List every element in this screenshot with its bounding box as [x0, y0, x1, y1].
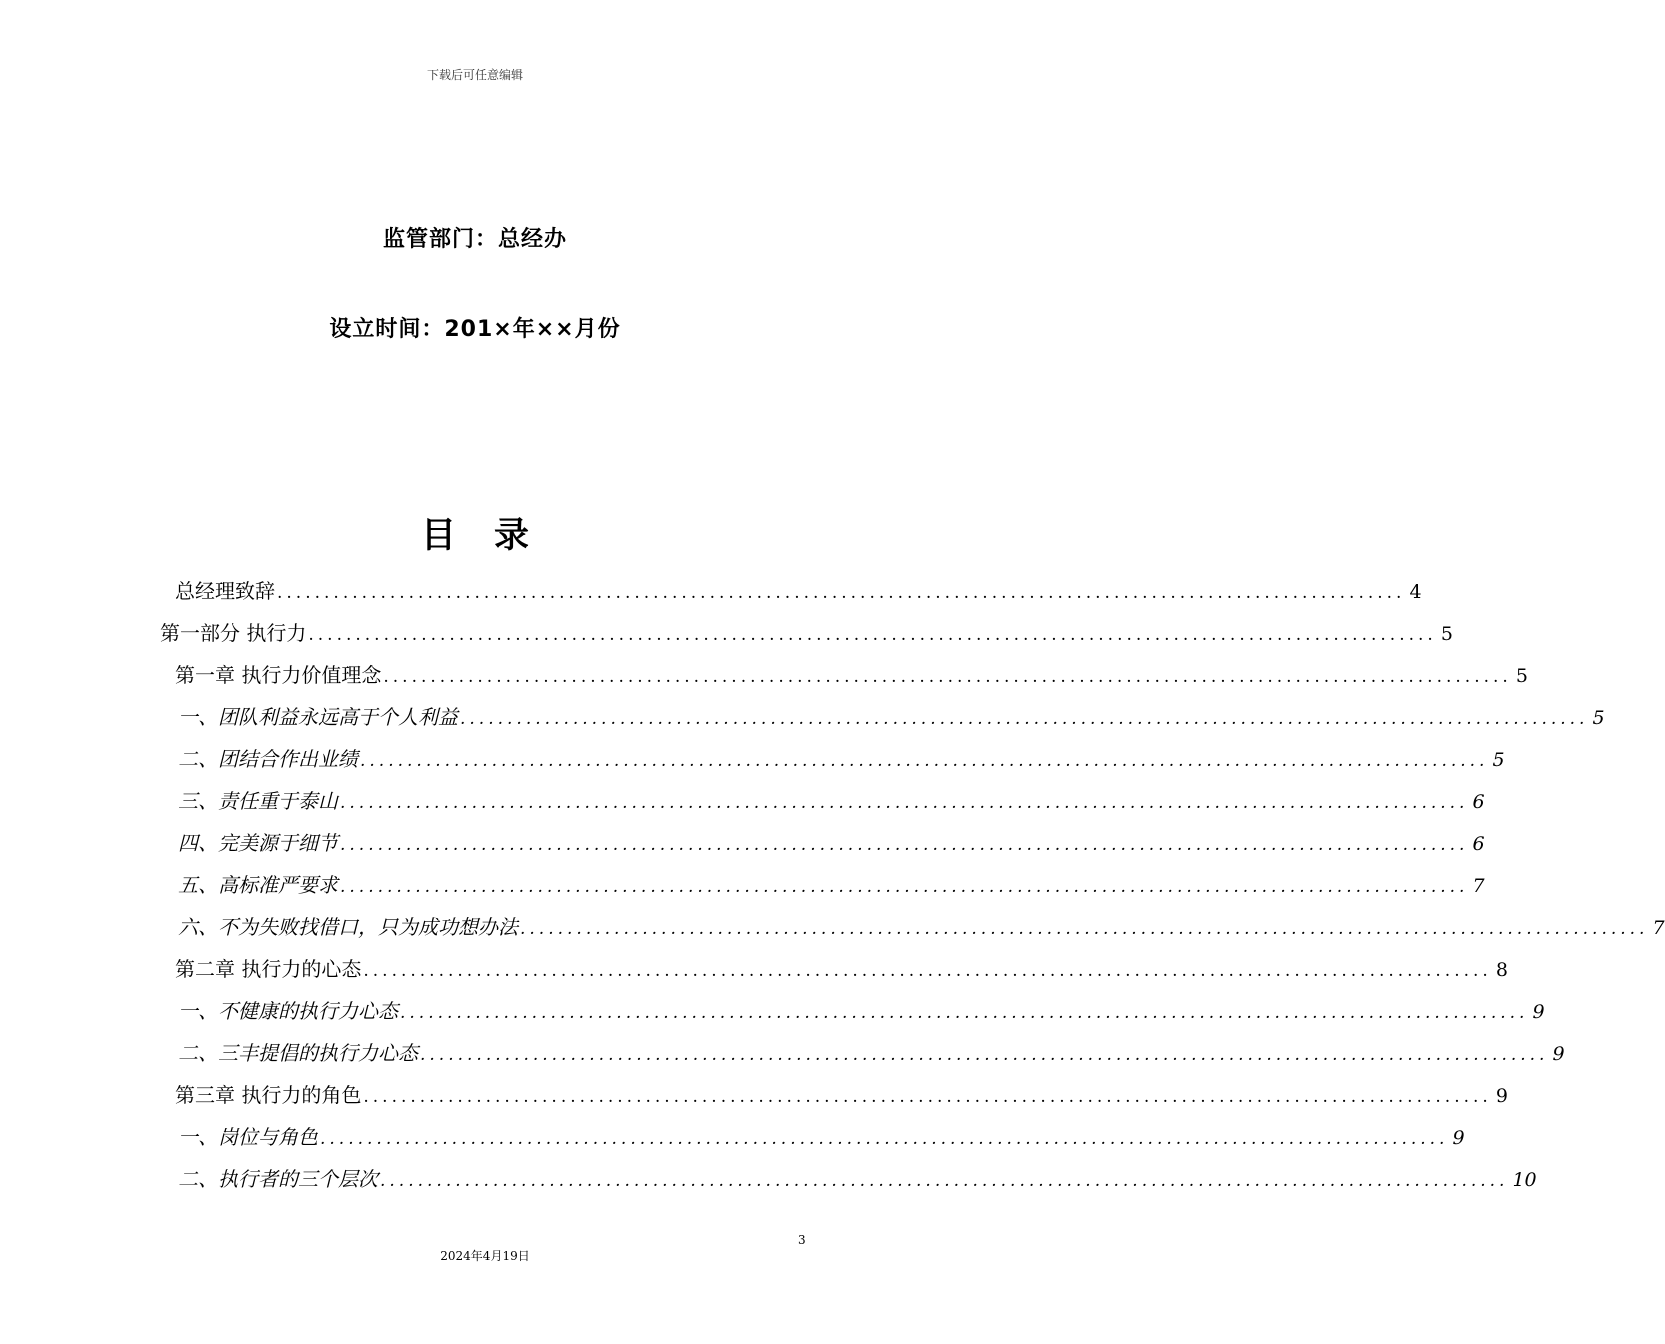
toc-entry-page: 6	[1472, 791, 1485, 813]
toc-entry[interactable]	[175, 659, 1528, 699]
toc-entry[interactable]	[160, 617, 1453, 657]
toc-entry[interactable]	[178, 995, 1545, 1035]
toc-entry-text: 第一部分 执行力	[160, 621, 307, 645]
toc-entry-number: 二、	[178, 747, 218, 771]
toc-entry-page: 5	[1515, 665, 1528, 687]
toc-entry-page: 4	[1409, 581, 1422, 603]
toc-entry-number: 一、	[178, 1125, 218, 1149]
toc-entry-page: 9	[1495, 1085, 1508, 1107]
toc-entry-text: 岗位与角色	[218, 1125, 318, 1149]
toc-entry-text: 第二章 执行力的心态	[175, 957, 362, 981]
toc-entry-text: 第三章 执行力的角色	[175, 1083, 362, 1107]
footer-date: 2024年4月19日	[440, 1249, 530, 1263]
toc-entry-text: 责任重于泰山	[218, 789, 338, 813]
toc-entry[interactable]	[175, 1079, 1508, 1119]
toc-dot-leader: ........................................................................................................................	[400, 1003, 1529, 1023]
toc-dot-leader: ........................................................................................................................	[308, 625, 1437, 645]
toc-entry[interactable]	[178, 911, 1665, 951]
toc-entry-page: 5	[1440, 623, 1453, 645]
supervising-department: 监管部门：总经办	[382, 227, 567, 252]
toc-entry[interactable]	[175, 953, 1508, 993]
toc-entry-text: 三丰提倡的执行力心态	[218, 1041, 418, 1065]
established-time: 设立时间：201×年××月份	[329, 317, 621, 342]
toc-dot-leader: ........................................................................................................................	[520, 919, 1649, 939]
toc-entry-page: 6	[1472, 833, 1485, 855]
toc-dot-leader: ........................................................................................................................	[340, 835, 1469, 855]
toc-entry[interactable]	[178, 785, 1485, 825]
toc-dot-leader: ........................................................................................................................	[340, 877, 1469, 897]
toc-entry-text: 团结合作出业绩	[218, 747, 358, 771]
toc-dot-leader: ........................................................................................................................	[363, 961, 1492, 981]
toc-entry-number: 四、	[178, 831, 218, 855]
toc-entry-page: 7	[1472, 875, 1485, 897]
toc-entry-page: 10	[1512, 1169, 1537, 1191]
toc-entry[interactable]	[178, 827, 1485, 867]
toc-entry[interactable]	[178, 743, 1505, 783]
toc-entry-page: 9	[1532, 1001, 1545, 1023]
toc-title: 目录	[420, 516, 567, 556]
toc-entry-page: 7	[1652, 917, 1665, 939]
toc-entry-page: 5	[1592, 707, 1605, 729]
toc-entry-number: 一、	[178, 999, 218, 1023]
toc-dot-leader: ........................................................................................................................	[320, 1129, 1449, 1149]
toc-entry-page: 8	[1495, 959, 1508, 981]
toc-entry-text: 不为失败找借口，只为成功想办法	[218, 915, 518, 939]
toc-entry-number: 二、	[178, 1167, 218, 1191]
toc-entry-page: 9	[1452, 1127, 1465, 1149]
toc-dot-leader: ........................................................................................................................	[383, 667, 1512, 687]
toc-entry-text: 高标准严要求	[218, 873, 338, 897]
toc-entry-text: 完美源于细节	[218, 831, 338, 855]
header-note: 下载后可任意编辑	[426, 68, 523, 82]
toc-entry[interactable]	[178, 1163, 1537, 1203]
toc-entry[interactable]	[178, 869, 1485, 909]
toc-entry-page: 5	[1492, 749, 1505, 771]
toc-entry-number: 一、	[178, 705, 218, 729]
toc-dot-leader: ........................................................................................................................	[380, 1171, 1509, 1191]
toc-dot-leader: ........................................................................................................................	[420, 1045, 1549, 1065]
toc-entry-number: 二、	[178, 1041, 218, 1065]
toc-entry-number: 六、	[178, 915, 218, 939]
toc-entry-page: 9	[1552, 1043, 1565, 1065]
toc-entry[interactable]	[178, 1121, 1465, 1161]
toc-entry[interactable]	[175, 575, 1422, 615]
toc-entry-number: 五、	[178, 873, 218, 897]
toc-dot-leader: ........................................................................................................................	[460, 709, 1589, 729]
toc-dot-leader: ........................................................................................................................	[340, 793, 1469, 813]
toc-entry-text: 不健康的执行力心态	[218, 999, 398, 1023]
toc-entry-text: 团队利益永远高于个人利益	[218, 705, 458, 729]
toc-dot-leader: ........................................................................................................................	[277, 583, 1406, 603]
page-number: 3	[798, 1233, 806, 1247]
toc-entry-text: 执行者的三个层次	[218, 1167, 378, 1191]
toc-dot-leader: ........................................................................................................................	[363, 1087, 1492, 1107]
toc-entry-text: 总经理致辞	[175, 579, 275, 603]
toc-dot-leader: ........................................................................................................................	[360, 751, 1489, 771]
toc-entry-number: 三、	[178, 789, 218, 813]
toc-entry-text: 第一章 执行力价值理念	[175, 663, 382, 687]
toc-entry[interactable]	[178, 701, 1605, 741]
toc-entry[interactable]	[178, 1037, 1565, 1077]
